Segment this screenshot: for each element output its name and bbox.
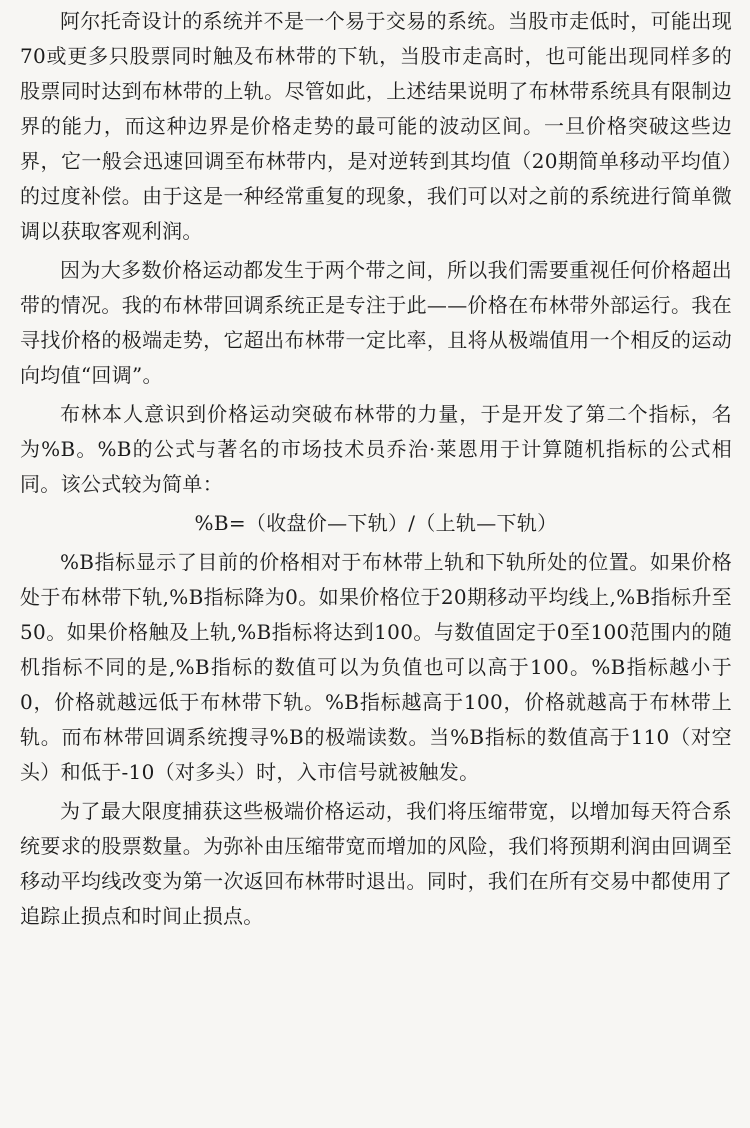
paragraph-5: 为了最大限度捕获这些极端价格运动，我们将压缩带宽，以增加每天符合系统要求的股票数量。为弥补由压缩带宽而增加的风险，我们将预期利润由回调至移动平均线改变为第一次返回布林带时退出。同时，我们在所有交易中都使用了追踪止损点和时间止损点。 xyxy=(20,799,732,928)
paragraph-4: %B指标显示了目前的价格相对于布林带上轨和下轨所处的位置。如果价格处于布林带下轨,%B指标降为0。如果价格位于20期移动平均线上,%B指标升至50。如果价格触及上轨,%B指标将达到100。与数值固定于0至100范围内的随机指标不同的是,%B指标的数值可以为负值也可以高于100。%B指标越小于0，价格就越远低于布林带下轨。%B指标越高于100，价格就越高于布林带上轨。而布林带回调系统搜寻%B的极端读数。当%B指标的数值高于110（对空头）和低于-10（对多头）时，入市信号就被触发。 xyxy=(20,550,732,784)
formula-percent-b: %B=（收盘价—下轨）/（上轨—下轨） xyxy=(194,511,558,535)
paragraph-2: 因为大多数价格运动都发生于两个带之间，所以我们需要重视任何价格超出带的情况。我的布林带回调系统正是专注于此——价格在布林带外部运行。我在寻找价格的极端走势，它超出布林带一定比率，且将从极端值用一个相反的运动向均值“回调”。 xyxy=(20,258,732,387)
paragraph-3: 布林本人意识到价格运动突破布林带的力量，于是开发了第二个指标，名为%B。%B的公式与著名的市场技术员乔治·莱恩用于计算随机指标的公式相同。该公式较为简单： xyxy=(20,402,732,496)
paragraph-1: 阿尔托奇设计的系统并不是一个易于交易的系统。当股市走低时，可能出现70或更多只股票同时触及布林带的下轨，当股市走高时，也可能出现同样多的股票同时达到布林带的上轨。尽管如此，上述结果说明了布林带系统具有限制边界的能力，而这种边界是价格走势的最可能的波动区间。一旦价格突破这些边界，它一般会迅速回调至布林带内，是对逆转到其均值（20期简单移动平均值）的过度补偿。由于这是一种经常重复的现象，我们可以对之前的系统进行简单微调以获取客观利润。 xyxy=(20,9,732,243)
